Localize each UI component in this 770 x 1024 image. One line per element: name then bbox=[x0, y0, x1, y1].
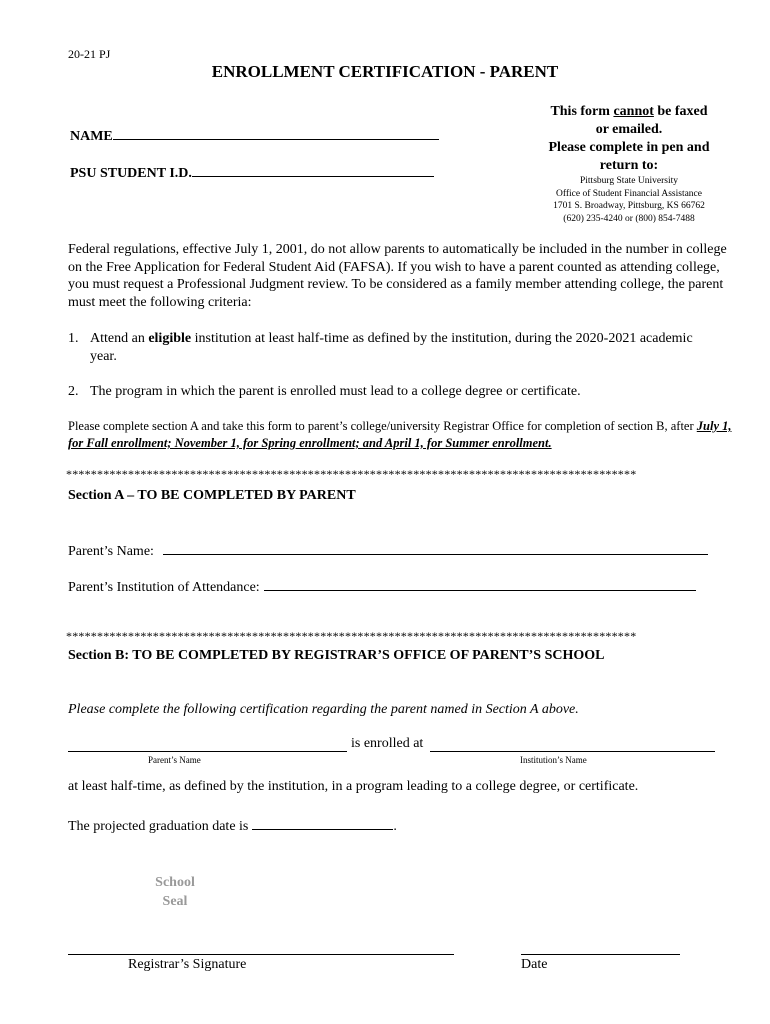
signature-caption: Registrar’s Signature bbox=[128, 957, 247, 972]
criteria-2-text: The program in which the parent is enrolled must lead to a college degree or certificate. bbox=[90, 384, 581, 399]
instructions-paragraph bbox=[68, 418, 740, 452]
date-line[interactable] bbox=[521, 954, 680, 955]
registrar-signature-line[interactable] bbox=[68, 954, 454, 955]
criteria-1-number: 1. bbox=[68, 331, 79, 346]
criteria-1-pre: Attend an bbox=[90, 331, 149, 346]
name-label: NAME bbox=[70, 129, 113, 144]
graduation-date-field[interactable] bbox=[68, 816, 397, 835]
parent-name-caption: Parent’s Name bbox=[148, 755, 201, 765]
criteria-2-number: 2. bbox=[68, 384, 79, 399]
institution-field[interactable] bbox=[68, 577, 696, 596]
separator-stars: ******************************************************************************************** bbox=[66, 629, 637, 643]
name-field[interactable] bbox=[70, 126, 439, 145]
name-line[interactable] bbox=[113, 126, 439, 140]
criteria-item-1 bbox=[68, 330, 708, 365]
notice-line1-pre: This form bbox=[550, 104, 614, 119]
student-id-label: PSU STUDENT I.D. bbox=[70, 166, 192, 181]
school-seal-placeholder bbox=[148, 873, 202, 911]
mailing-notice bbox=[528, 103, 730, 225]
form-code: 20-21 PJ bbox=[68, 47, 111, 61]
enrollment-statement: at least half-time, as defined by the institution, in a program leading to a college degree, or certificate. bbox=[68, 779, 639, 794]
institution-line[interactable] bbox=[264, 577, 696, 591]
institution-name-caption: Institution’s Name bbox=[520, 755, 587, 765]
criteria-1-post: institution at least half-time as defined by the institution, during the 2020-2021 academic year. bbox=[90, 331, 693, 364]
student-id-line[interactable] bbox=[192, 163, 434, 177]
date-caption: Date bbox=[521, 957, 548, 972]
intro-paragraph: Federal regulations, effective July 1, 2001, do not allow parents to automatically be included in the number in college on the Free Application for Federal Student Aid (FAFSA). If you wish to have a parent counted as attending college, you must request a Professional Judgment review. To be considered as a family member attending college, the parent must meet the following criteria: bbox=[68, 242, 727, 310]
section-b-instruction: Please complete the following certification regarding the parent named in Section A above. bbox=[68, 702, 579, 717]
seal-line1: School bbox=[155, 875, 195, 890]
address-line3: 1701 S. Broadway, Pittsburg, KS 66762 bbox=[553, 201, 705, 211]
seal-line2: Seal bbox=[162, 894, 188, 909]
notice-line1-post: be faxed bbox=[653, 104, 708, 119]
section-a-heading: Section A – TO BE COMPLETED BY PARENT bbox=[68, 488, 356, 503]
student-id-field[interactable] bbox=[70, 163, 434, 182]
graduation-label: The projected graduation date is bbox=[68, 819, 249, 834]
instructions-text: Please complete section A and take this form to parent’s college/university Registrar Office for completion of section B, after bbox=[68, 419, 697, 433]
notice-line4: return to: bbox=[599, 158, 659, 173]
section-b-heading: Section B: TO BE COMPLETED BY REGISTRAR’S OFFICE OF PARENT’S SCHOOL bbox=[68, 648, 605, 663]
notice-line2: or emailed. bbox=[595, 122, 663, 137]
document-title: ENROLLMENT CERTIFICATION - PARENT bbox=[211, 62, 559, 81]
enrolled-at-text: is enrolled at bbox=[351, 736, 424, 751]
parent-name-line[interactable] bbox=[163, 541, 708, 555]
deadline-emphasis: July 1, for Fall enrollment; November 1, for Spring enrollment; and April 1, for Summer enrollment. bbox=[68, 419, 732, 450]
notice-cannot: cannot bbox=[613, 104, 654, 119]
graduation-date-line[interactable] bbox=[252, 816, 393, 830]
graduation-period: . bbox=[393, 819, 397, 834]
criteria-item-2 bbox=[68, 383, 740, 401]
parent-name-label: Parent’s Name: bbox=[68, 544, 154, 559]
address-line4: (620) 235-4240 or (800) 854-7488 bbox=[563, 213, 695, 224]
parent-name-field[interactable] bbox=[68, 541, 708, 560]
registrar-parent-name-line[interactable] bbox=[68, 751, 347, 752]
address-line2: Office of Student Financial Assistance bbox=[556, 188, 702, 199]
separator-stars: ******************************************************************************************** bbox=[66, 467, 637, 481]
criteria-1-bold: eligible bbox=[148, 331, 192, 346]
address-line1: Pittsburg State University bbox=[580, 176, 678, 186]
institution-label: Parent’s Institution of Attendance: bbox=[68, 580, 260, 595]
notice-line3: Please complete in pen and bbox=[548, 140, 710, 155]
registrar-institution-line[interactable] bbox=[430, 751, 715, 752]
